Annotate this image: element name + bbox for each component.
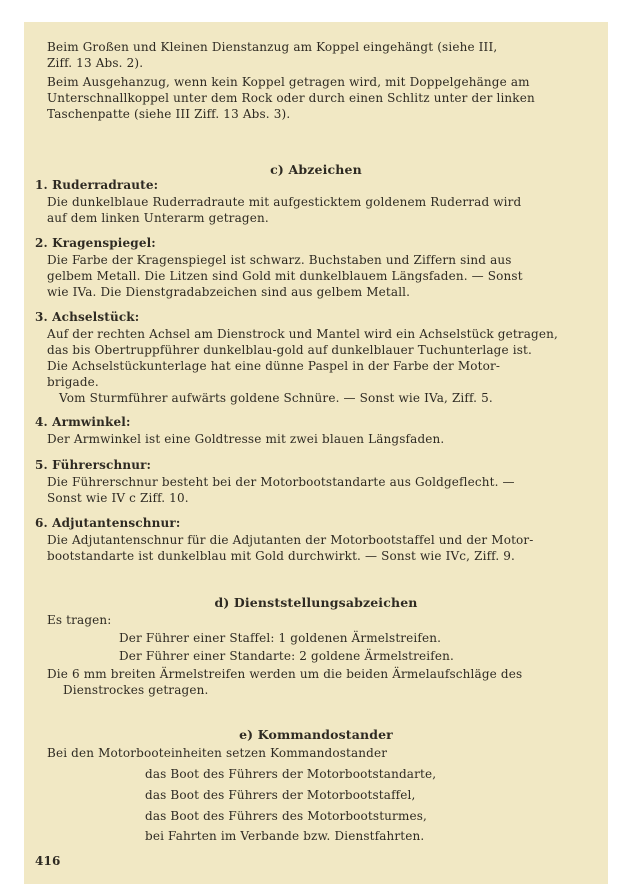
item-title-armwinkel: 4. Armwinkel:: [35, 415, 131, 429]
text-line: auf dem linken Unterarm getragen.: [47, 211, 269, 225]
text-line: Vom Sturmführer aufwärts goldene Schnüre. — Sonst wie IVa, Ziff. 5.: [59, 391, 493, 405]
item-title-adjutantenschnur: 6. Adjutantenschnur:: [35, 516, 181, 530]
text-line: das bis Obertruppführer dunkelblau-gold auf dunkelblauer Tuchunterlage ist.: [47, 343, 532, 357]
text-line: Der Führer einer Standarte: 2 goldene Ärmelstreifen.: [119, 649, 454, 663]
item-title-fuehrerschnur: 5. Führerschnur:: [35, 458, 152, 472]
book-page: [24, 22, 608, 884]
item-title-ruderradraute: 1. Ruderradraute:: [35, 178, 159, 192]
text-line: das Boot des Führers der Motorbootstaffel,: [145, 788, 416, 802]
text-line: Ziff. 13 Abs. 2).: [47, 56, 144, 70]
text-line: Beim Großen und Kleinen Dienstanzug am Koppel eingehängt (siehe III,: [47, 40, 498, 54]
text-line: Die Achselstückunterlage hat eine dünne Paspel in der Farbe der Motor-: [47, 359, 501, 373]
text-line: Taschenpatte (siehe III Ziff. 13 Abs. 3).: [47, 107, 291, 121]
text-line: Die 6 mm breiten Ärmelstreifen werden um die beiden Ärmelaufschläge des: [47, 667, 523, 681]
text-line: Der Führer einer Staffel: 1 goldenen Ärmelstreifen.: [119, 631, 442, 645]
text-line: wie IVa. Die Dienstgradabzeichen sind aus gelbem Metall.: [47, 285, 411, 299]
text-line: Unterschnallkoppel unter dem Rock oder durch einen Schlitz unter der linken: [47, 91, 535, 105]
text-line: Es tragen:: [47, 613, 112, 627]
text-line: Die Führerschnur besteht bei der Motorbootstandarte aus Goldgeflecht. —: [47, 475, 515, 489]
text-line: Bei den Motorbooteinheiten setzen Kommandostander: [47, 746, 388, 760]
text-line: Beim Ausgehanzug, wenn kein Koppel getragen wird, mit Doppelgehänge am: [47, 75, 530, 89]
text-line: brigade.: [47, 375, 99, 389]
text-line: bei Fahrten im Verbande bzw. Dienstfahrten.: [145, 829, 425, 843]
text-line: Die Farbe der Kragenspiegel ist schwarz. Buchstaben und Ziffern sind aus: [47, 253, 512, 267]
text-line: Die dunkelblaue Ruderradraute mit aufgesticktem goldenem Ruderrad wird: [47, 195, 522, 209]
text-line: das Boot des Führers des Motorbootsturmes,: [145, 809, 428, 823]
section-heading-dienststellungsabzeichen: d) Dienststellungsabzeichen: [214, 595, 418, 610]
text-line: Dienstrockes getragen.: [63, 683, 209, 697]
text-line: Der Armwinkel ist eine Goldtresse mit zwei blauen Längsfaden.: [47, 432, 445, 446]
section-heading-abzeichen: c) Abzeichen: [270, 162, 362, 177]
text-line: Die Adjutantenschnur für die Adjutanten der Motorbootstaffel und der Motor-: [47, 533, 534, 547]
text-line: bootstandarte ist dunkelblau mit Gold durchwirkt. — Sonst wie IVc, Ziff. 9.: [47, 549, 516, 563]
page-number: 416: [35, 854, 61, 868]
text-line: gelbem Metall. Die Litzen sind Gold mit dunkelblauem Längsfaden. — Sonst: [47, 269, 523, 283]
text-line: das Boot des Führers der Motorbootstandarte,: [145, 767, 437, 781]
item-title-achselstueck: 3. Achselstück:: [35, 310, 140, 324]
text-line: Auf der rechten Achsel am Dienstrock und Mantel wird ein Achselstück getragen,: [47, 327, 558, 341]
text-line: Sonst wie IV c Ziff. 10.: [47, 491, 189, 505]
section-heading-kommandostander: e) Kommandostander: [239, 727, 393, 742]
item-title-kragenspiegel: 2. Kragenspiegel:: [35, 236, 156, 250]
